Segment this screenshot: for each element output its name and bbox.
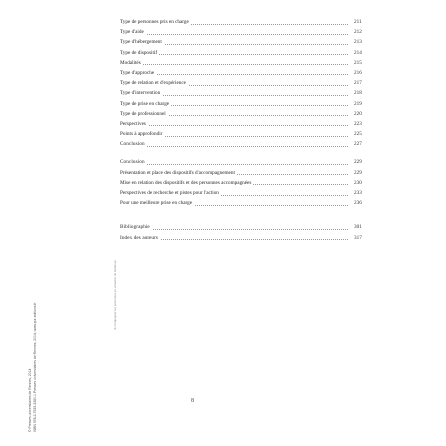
toc-entry — [120, 88, 370, 98]
toc-entry — [120, 27, 370, 37]
toc-entry-page: 229 — [354, 157, 370, 167]
toc-entry-title: Type de professionnel — [120, 110, 166, 117]
toc-entry-title: Type d'aide — [120, 29, 144, 36]
toc-entry — [120, 233, 370, 243]
dot-leader — [120, 164, 348, 165]
toc-entry-title: Type de prise en charge — [120, 100, 170, 107]
dot-leader — [120, 229, 348, 230]
running-title-text: Accompagner les personnes en situation de handicap — [113, 260, 117, 330]
toc-entry-page: 229 — [354, 168, 370, 178]
toc-entry-page: 215 — [354, 58, 370, 68]
toc-entry-title: Perspectives — [120, 120, 146, 127]
toc-entry — [120, 78, 370, 88]
toc-entry — [120, 222, 370, 232]
toc-entry-page: 317 — [354, 233, 370, 243]
toc-entry-page: 230 — [354, 178, 370, 188]
toc-entry — [120, 99, 370, 109]
toc-entry-title: Index des auteurs — [120, 234, 158, 241]
page-number: 8 — [191, 398, 194, 404]
toc-entry-title: Conclusion — [120, 159, 145, 166]
dot-leader — [120, 64, 348, 65]
toc-entry-page: 225 — [354, 129, 370, 139]
toc-entry — [120, 17, 370, 27]
toc-entry-title: Type d'hébergement — [120, 39, 162, 46]
toc-entry-title: Points à approfondir — [120, 131, 163, 138]
toc-entry-title: Conclusion — [120, 141, 145, 148]
toc-entry-page: 236 — [354, 198, 370, 208]
toc-entry-page: 220 — [354, 109, 370, 119]
toc-entry-title: Type de relation et d'expérience — [120, 80, 186, 87]
toc-entry-title: Type d'intervention — [120, 90, 161, 97]
toc-entry-title: Mise en relation des dispositifs et des personnes accompagnées — [120, 179, 252, 186]
dot-leader — [120, 125, 348, 126]
toc-entry-page: 227 — [354, 139, 370, 149]
toc-entry-title: Type de personnes pris en charge — [120, 19, 189, 25]
isbn-line: ISBN 978-2-7535-3380-1 Presses universitaires de Rennes, 2014, www.pur-editions.fr — [32, 302, 37, 432]
toc-entry-page: 223 — [354, 119, 370, 129]
table-of-contents — [120, 17, 370, 243]
toc-entry-page: 216 — [354, 68, 370, 78]
dot-leader — [120, 146, 348, 147]
toc-entry-title: Pour une meilleure prise en charge — [120, 200, 193, 207]
dot-leader — [120, 34, 348, 35]
toc-entry — [120, 198, 370, 208]
toc-entry-title: Bibliographie — [120, 224, 150, 231]
copyright-line: © Presses universitaires de Rennes, 2014 — [28, 368, 32, 432]
toc-entry-page: 214 — [354, 48, 370, 58]
toc-entry — [120, 139, 370, 149]
toc-entry — [120, 58, 370, 68]
toc-entry — [120, 157, 370, 167]
toc-entry — [120, 109, 370, 119]
toc-entry-page: 212 — [354, 27, 370, 37]
toc-entry — [120, 188, 370, 198]
toc-entry — [120, 168, 370, 178]
toc-entry-page: 219 — [354, 99, 370, 109]
toc-entry-page: 301 — [354, 222, 370, 232]
toc-entry — [120, 48, 370, 58]
publisher-info — [26, 300, 48, 432]
toc-entry-page: 213 — [354, 37, 370, 47]
toc-entry — [120, 68, 370, 78]
toc-entry — [120, 119, 370, 129]
toc-entry-page: 218 — [354, 88, 370, 98]
running-title — [112, 190, 120, 330]
toc-entry-page: 233 — [354, 188, 370, 198]
toc-entry-title: Modalités — [120, 59, 141, 66]
toc-entry — [120, 178, 370, 188]
toc-entry — [120, 129, 370, 139]
toc-entry-title: Présentation et place des dispositifs d'accompagnement — [120, 169, 235, 176]
toc-entry-title: Type d'approche — [120, 69, 155, 76]
toc-entry-title: Type de dispositif — [120, 49, 158, 56]
toc-entry — [120, 37, 370, 47]
toc-entry-page: 217 — [354, 78, 370, 88]
toc-entry-page: 211 — [354, 17, 370, 27]
toc-entry-title: Perspectives de recherche et pistes pour l'action — [120, 190, 219, 196]
